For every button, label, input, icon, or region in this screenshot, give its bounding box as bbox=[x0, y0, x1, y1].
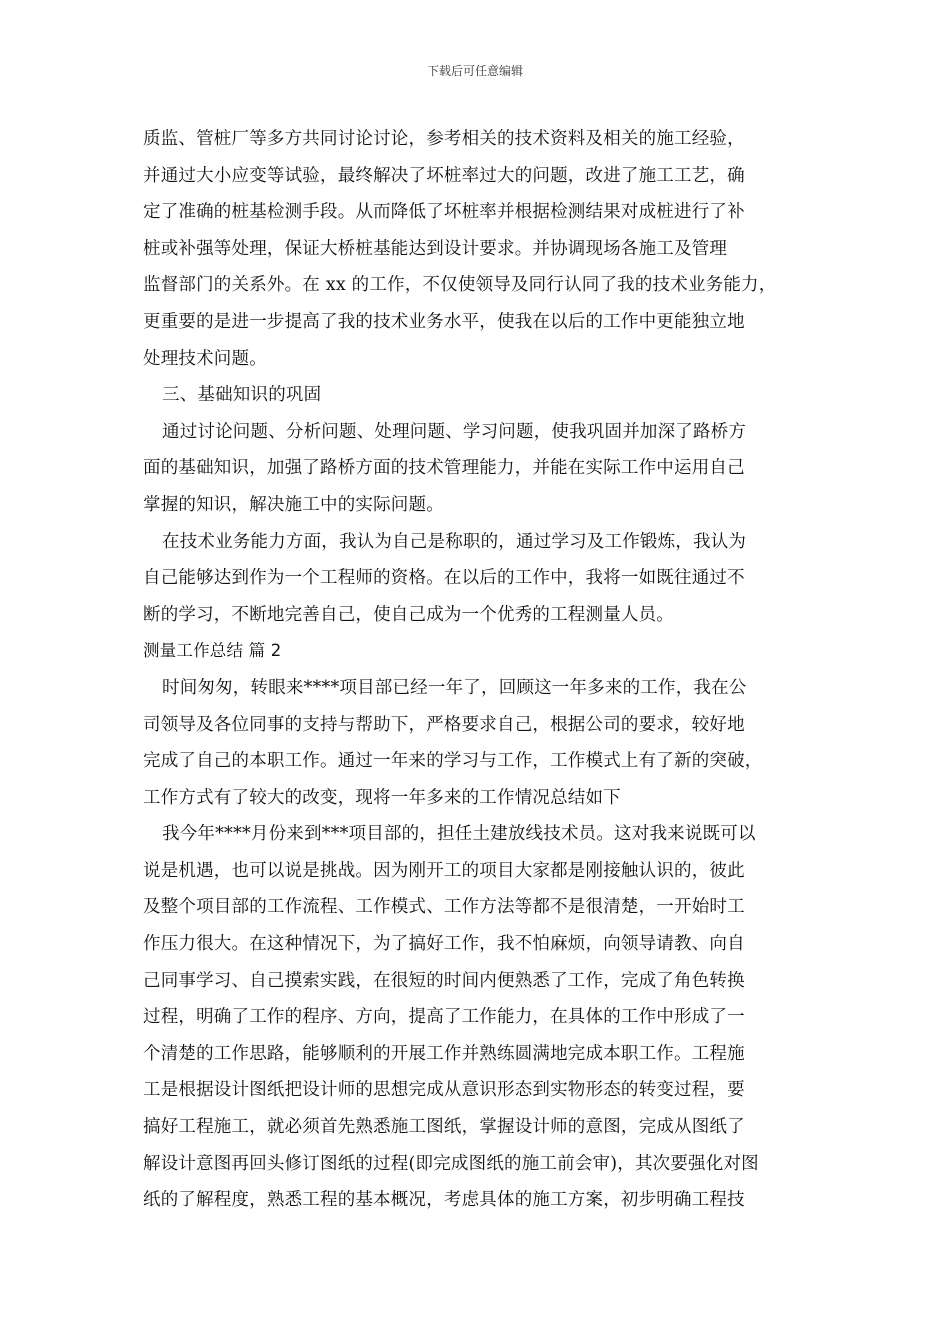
text-line: 并通过大小应变等试验，最终解决了坏桩率过大的问题，改进了施工工艺，确 bbox=[143, 165, 745, 186]
text-line: 完成了自己的本职工作。通过一年来的学习与工作，工作模式上有了新的突破， bbox=[143, 751, 763, 772]
text-line: 己同事学习、自己摸索实践，在很短的时间内便熟悉了工作，完成了角色转换 bbox=[143, 970, 745, 991]
text-line: 过程，明确了工作的程序、方向，提高了工作能力，在具体的工作中形成了一 bbox=[143, 1007, 745, 1028]
text-line: 掌握的知识，解决施工中的实际问题。 bbox=[143, 494, 444, 515]
text-line: 纸的了解程度，熟悉工程的基本概况，考虑具体的施工方案，初步明确工程技 bbox=[143, 1190, 745, 1211]
text-line: 工是根据设计图纸把设计师的思想完成从意识形态到实物形态的转变过程，要 bbox=[143, 1080, 745, 1101]
text-line: 搞好工程施工，就必须首先熟悉施工图纸，掌握设计师的意图，完成从图纸了 bbox=[143, 1117, 745, 1138]
text-line: 通过讨论问题、分析问题、处理问题、学习问题，使我巩固并加深了路桥方 bbox=[162, 421, 747, 442]
document-body bbox=[143, 121, 823, 1219]
text-line: 自己能够达到作为一个工程师的资格。在以后的工作中，我将一如既往通过不 bbox=[143, 568, 745, 589]
text-line: 三、基础知识的巩固 bbox=[162, 385, 322, 406]
text-line: 断的学习，不断地完善自己，使自己成为一个优秀的工程测量人员。 bbox=[143, 604, 674, 625]
text-line: 定了准确的桩基检测手段。从而降低了坏桩率并根据检测结果对成桩进行了补 bbox=[143, 202, 745, 223]
text-line: 面的基础知识，加强了路桥方面的技术管理能力，并能在实际工作中运用自己 bbox=[143, 458, 745, 479]
text-line: 说是机遇，也可以说是挑战。因为刚开工的项目大家都是刚接触认识的，彼此 bbox=[143, 860, 745, 881]
text-line: 监督部门的关系外。在 xx 的工作，不仅使领导及同行认同了我的技术业务能力， bbox=[143, 275, 777, 296]
text-line: 质监、管桩厂等多方共同讨论讨论，参考相关的技术资料及相关的施工经验， bbox=[143, 129, 745, 149]
text-line: 个清楚的工作思路，能够顺利的开展工作并熟练圆满地完成本职工作。工程施 bbox=[143, 1043, 745, 1064]
text-line: 桩或补强等处理，保证大桥桩基能达到设计要求。并协调现场各施工及管理 bbox=[143, 238, 728, 259]
page-header: 下载后可任意编辑 bbox=[426, 64, 523, 78]
text-line: 我今年****月份来到***项目部的，担任土建放线技术员。这对我来说既可以 bbox=[162, 824, 756, 845]
text-line: 作压力很大。在这种情况下，为了搞好工作，我不怕麻烦，向领导请教、向自 bbox=[143, 934, 745, 955]
text-line: 工作方式有了较大的改变，现将一年多来的工作情况总结如下 bbox=[143, 787, 621, 808]
text-line: 解设计意图再回头修订图纸的过程(即完成图纸的施工前会审)，其次要强化对图 bbox=[143, 1153, 759, 1174]
text-line: 及整个项目部的工作流程、工作模式、工作方法等都不是很清楚，一开始时工 bbox=[143, 897, 745, 918]
text-line: 在技术业务能力方面，我认为自己是称职的，通过学习及工作锻炼，我认为 bbox=[162, 531, 747, 552]
text-line: 更重要的是进一步提高了我的技术业务水平，使我在以后的工作中更能独立地 bbox=[143, 311, 745, 332]
text-line: 司领导及各位同事的支持与帮助下，严格要求自己，根据公司的要求，较好地 bbox=[143, 714, 745, 735]
text-line: 时间匆匆，转眼来****项目部已经一年了，回顾这一年多来的工作，我在公 bbox=[162, 677, 747, 698]
section-heading: 测量工作总结 篇 2 bbox=[143, 641, 282, 661]
text-line: 处理技术问题。 bbox=[143, 348, 267, 369]
